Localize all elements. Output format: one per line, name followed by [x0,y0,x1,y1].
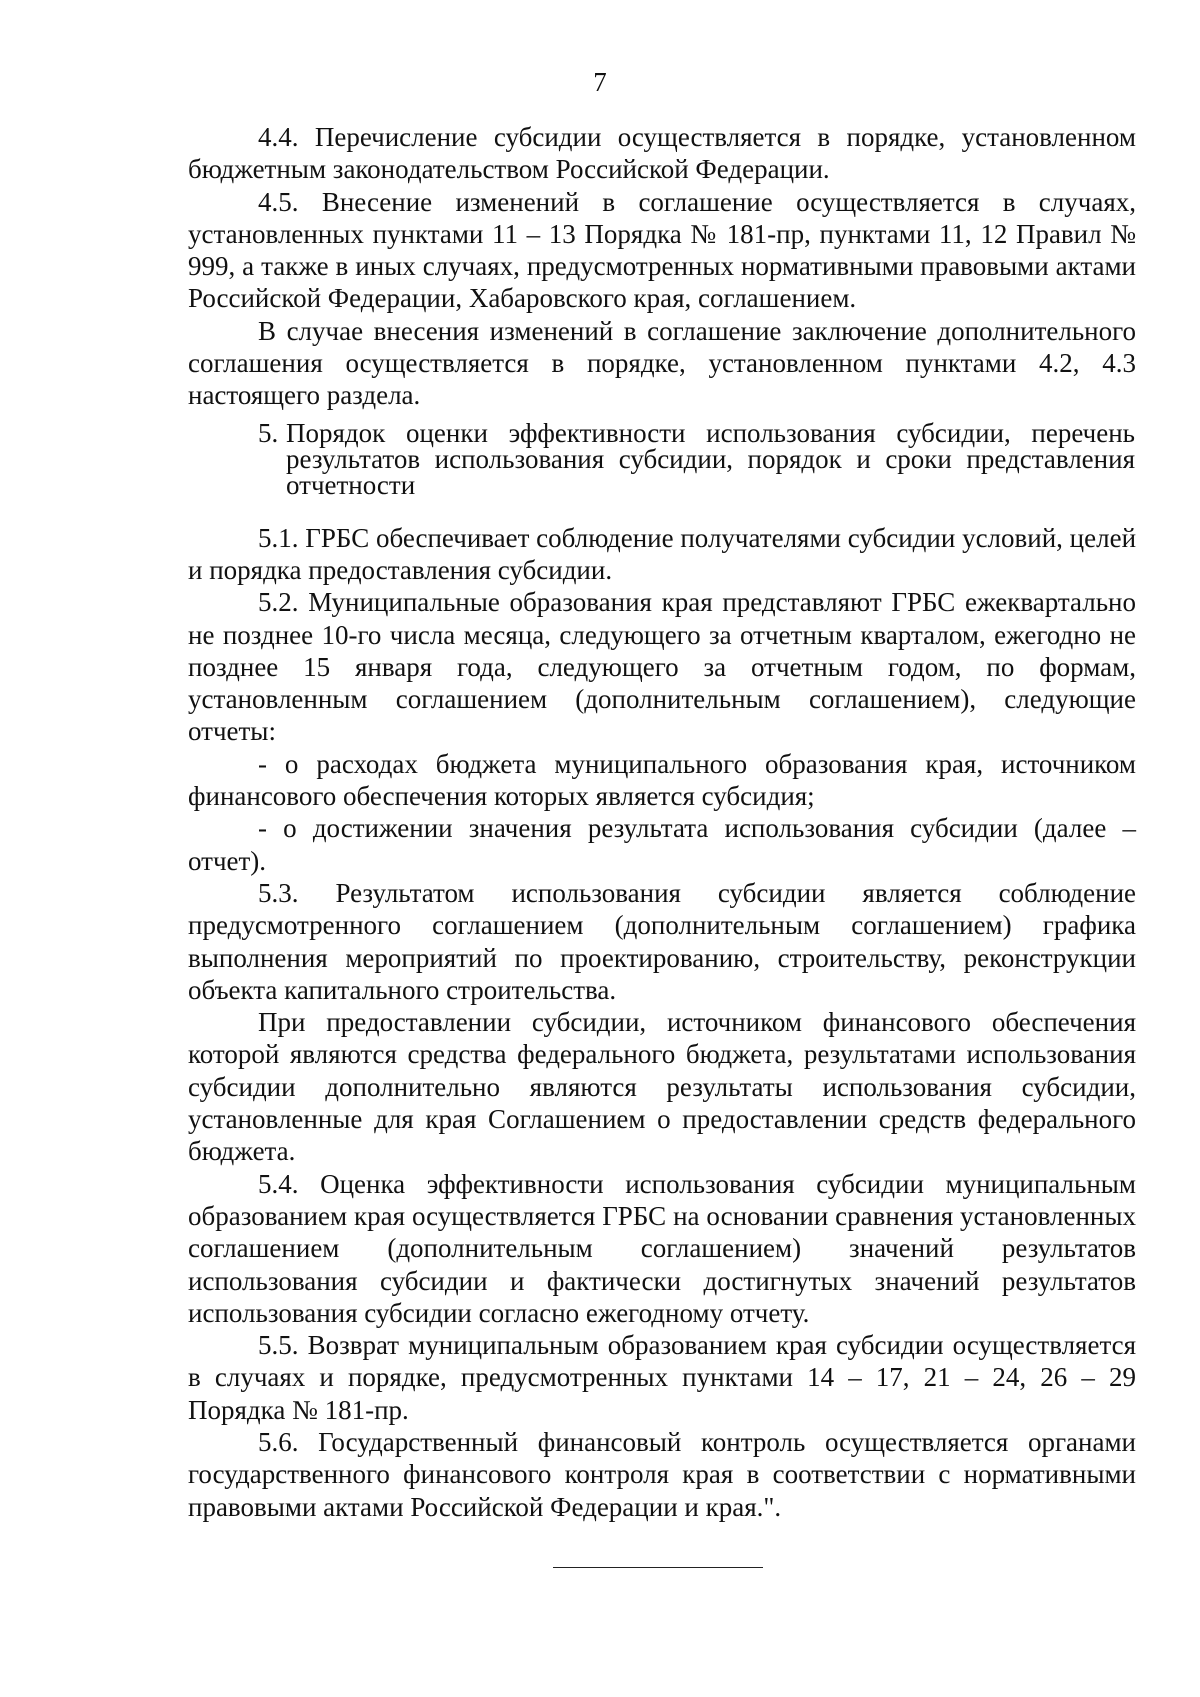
section-heading-text: Порядок оценки эффективности использования субсидии, перечень результатов использования субсидии, порядок и сроки представления отчетности [286,417,1135,500]
paragraph-5-5: 5.5. Возврат муниципальным образованием края субсидии осуществляется в случаях и порядке, предусмотренных пунктами 14 – 17, 21 – 24, 26 – 29 Порядка № 181-пр. [188,1330,1136,1425]
paragraph-4-4: 4.4. Перечисление субсидии осуществляется в порядке, установленном бюджетным законодательством Российской Федерации. [188,122,1136,185]
paragraph-5-1: 5.1. ГРБС обеспечивает соблюдение получателями субсидии условий, целей и порядка предоставления субсидии. [188,522,1137,585]
end-divider-line [553,1567,763,1568]
paragraph-5-2: 5.2. Муниципальные образования края представляют ГРБС ежеквартально не позднее 10-го числа месяца, следующего за отчетным кварталом, ежегодно не позднее 15 января года, следующего за отчетным годом, по формам, установленным соглашением (дополнительным соглашением), следующие отчеты: [188,587,1136,747]
list-item-expenses-report: - о расходах бюджета муниципального образования края, источником финансового обеспечения которых является субсидия; [188,748,1136,812]
page-number: 7 [593,67,607,97]
section-heading [188,417,1136,500]
paragraph-federal-funds: При предоставлении субсидии, источником финансового обеспечения которой являются средства федерального бюджета, результатами использования субсидии дополнительно являются результаты использования субсидии, установленные для края Соглашением о предоставлении средств федерального бюджета. [188,1007,1136,1167]
paragraph-amendment-agreement: В случае внесения изменений в соглашение заключение дополнительного соглашения осуществляется в порядке, установленном пунктами 4.2, 4.3 настоящего раздела. [188,315,1136,411]
paragraph-5-3: 5.3. Результатом использования субсидии является соблюдение предусмотренного соглашением (дополнительным соглашением) графика выполнения мероприятий по проектированию, строительству, реконструкции объекта капитального строительства. [188,877,1136,1005]
paragraph-5-4: 5.4. Оценка эффективности использования субсидии муниципальным образованием края осуществляется ГРБС на основании сравнения установленных соглашением (дополнительным соглашением) значений результатов использования субсидии и фактически достигнутых значений результатов использования субсидии согласно ежегодному отчету. [188,1168,1136,1328]
paragraph-4-5: 4.5. Внесение изменений в соглашение осуществляется в случаях, установленных пунктами 11 – 13 Порядка № 181-пр, пунктами 11, 12 Правил № 999, а также в иных случаях, предусмотренных нормативными правовыми актами Российской Федерации, Хабаровского края, соглашением. [188,186,1136,314]
document-body [188,121,1136,1523]
paragraph-5-6: 5.6. Государственный финансовый контроль осуществляется органами государственного финансового контроля края в соответствии с нормативными правовыми актами Российской Федерации и края.". [188,1426,1136,1522]
section-heading-number: 5. [258,417,279,448]
list-item-result-report: - о достижении значения результата использования субсидии (далее – отчет). [188,813,1136,876]
